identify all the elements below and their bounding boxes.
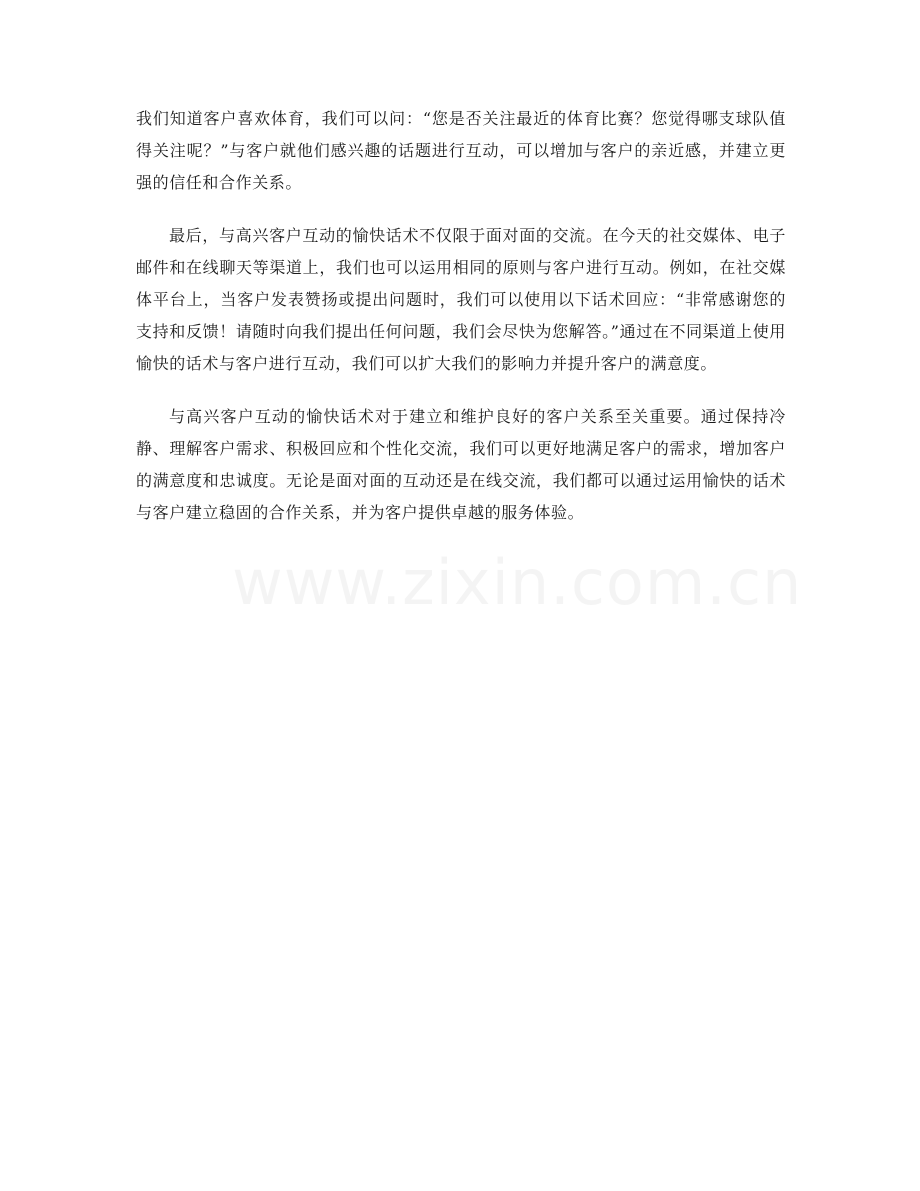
paragraph-3: 与高兴客户互动的愉快话术对于建立和维护良好的客户关系至关重要。通过保持冷静、理解客户需求、积极回应和个性化交流，我们可以更好地满足客户的需求，增加客户的满意度和忠诚度。无论是面对面的互动还是在线交流，我们都可以通过运用愉快的话术与客户建立稳固的合作关系，并为客户提供卓越的服务体验。 bbox=[136, 407, 786, 522]
watermark bbox=[232, 548, 702, 618]
paragraph-2: 最后，与高兴客户互动的愉快话术不仅限于面对面的交流。在今天的社交媒体、电子邮件和在线聊天等渠道上，我们也可以运用相同的原则与客户进行互动。例如，在社交媒体平台上，当客户发表赞扬或提出问题时，我们可以使用以下话术回应：“非常感谢您的支持和反馈！请随时向我们提出任何问题，我们会尽快为您解答。”通过在不同渠道上使用愉快的话术与客户进行互动，我们可以扩大我们的影响力并提升客户的满意度。 bbox=[136, 226, 786, 373]
document-body bbox=[136, 103, 786, 550]
paragraph-1: 我们知道客户喜欢体育，我们可以问：“您是否关注最近的体育比赛？您觉得哪支球队值得关注呢？”与客户就他们感兴趣的话题进行互动，可以增加与客户的亲近感，并建立更强的信任和合作关系。 bbox=[136, 109, 786, 192]
